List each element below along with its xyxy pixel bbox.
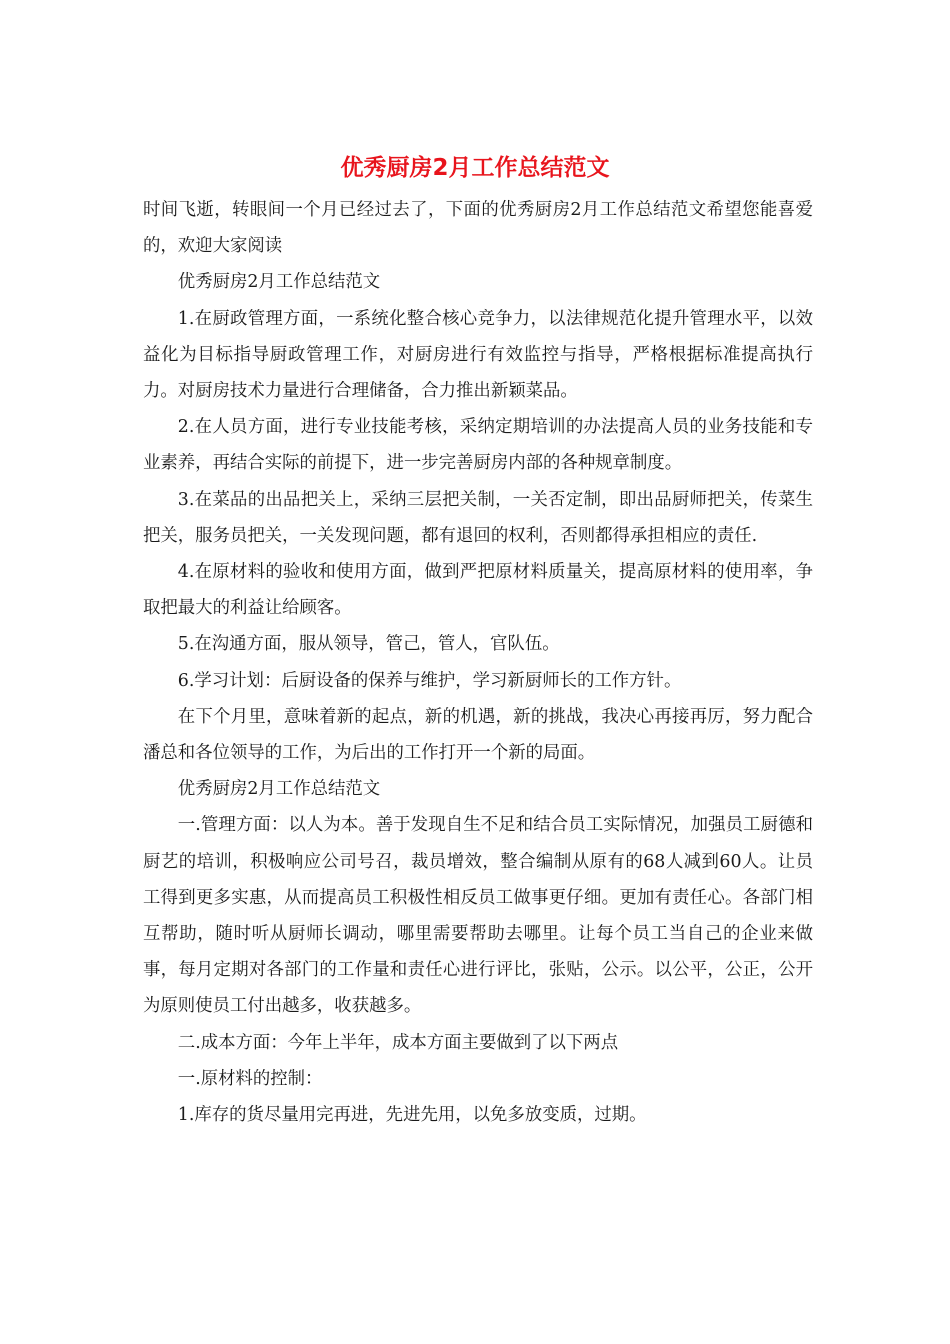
document-title: 优秀厨房2月工作总结范文 bbox=[340, 155, 610, 181]
paragraph-cost: 二.成本方面：今年上半年，成本方面主要做到了以下两点 bbox=[177, 1032, 619, 1053]
paragraph-subtitle: 优秀厨房2月工作总结范文 bbox=[177, 272, 381, 293]
paragraph-item-4: 4.在原材料的验收和使用方面，做到严把原材料质量关，提高原材料的使用率，争取把最大的利益让给顾客。 bbox=[143, 562, 813, 619]
paragraph-item-5: 5.在沟通方面，服从领导，管己，管人，官队伍。 bbox=[177, 634, 560, 655]
paragraph-materials-heading: 一.原材料的控制： bbox=[177, 1068, 323, 1089]
paragraph-management: 一.管理方面：以人为本。善于发现自生不足和结合员工实际情况，加强员工厨德和厨艺的培训，积极响应公司号召，裁员增效，整合编制从原有的68人减到60人。让员工得到更多实惠，从而提高员工积极性相反员工做事更仔细。更加有责任心。各部门相互帮助，随时听从厨师长调动，哪里需要帮助去哪里。让每个员工当自己的企业来做事，每月定期对各部门的工作量和责任心进行评比，张贴，公示。以公平，公正，公开为原则使员工付出越多，收获越多。 bbox=[143, 815, 813, 1017]
paragraph-item-6: 6.学习计划：后厨设备的保养与维护，学习新厨师长的工作方针。 bbox=[177, 670, 682, 691]
paragraph-item-1: 1.在厨政管理方面，一系统化整合核心竞争力，以法律规范化提升管理水平，以效益化为目标指导厨政管理工作，对厨房进行有效监控与指导，严格根据标准提高执行力。对厨房技术力量进行合理储备，合力推出新颖菜品。 bbox=[143, 308, 813, 402]
paragraph-item-3: 3.在菜品的出品把关上，采纳三层把关制，一关否定制，即出品厨师把关，传菜生把关，服务员把关，一关发现问题，都有退回的权利，否则都得承担相应的责任. bbox=[143, 489, 813, 546]
paragraph-inventory: 1.库存的货尽量用完再进，先进先用，以免多放变质，过期。 bbox=[177, 1105, 647, 1126]
document-body bbox=[143, 192, 813, 1133]
paragraph-item-2: 2.在人员方面，进行专业技能考核，采纳定期培训的办法提高人员的业务技能和专业素养，再结合实际的前提下，进一步完善厨房内部的各种规章制度。 bbox=[143, 417, 813, 474]
paragraph-next-month: 在下个月里，意味着新的起点，新的机遇，新的挑战，我决心再接再厉，努力配合潘总和各位领导的工作，为后出的工作打开一个新的局面。 bbox=[143, 706, 813, 764]
paragraph-subtitle-2: 优秀厨房2月工作总结范文 bbox=[177, 779, 381, 800]
paragraph-intro: 时间飞逝，转眼间一个月已经过去了，下面的优秀厨房2月工作总结范文希望您能喜爱的，欢迎大家阅读 bbox=[143, 200, 813, 257]
